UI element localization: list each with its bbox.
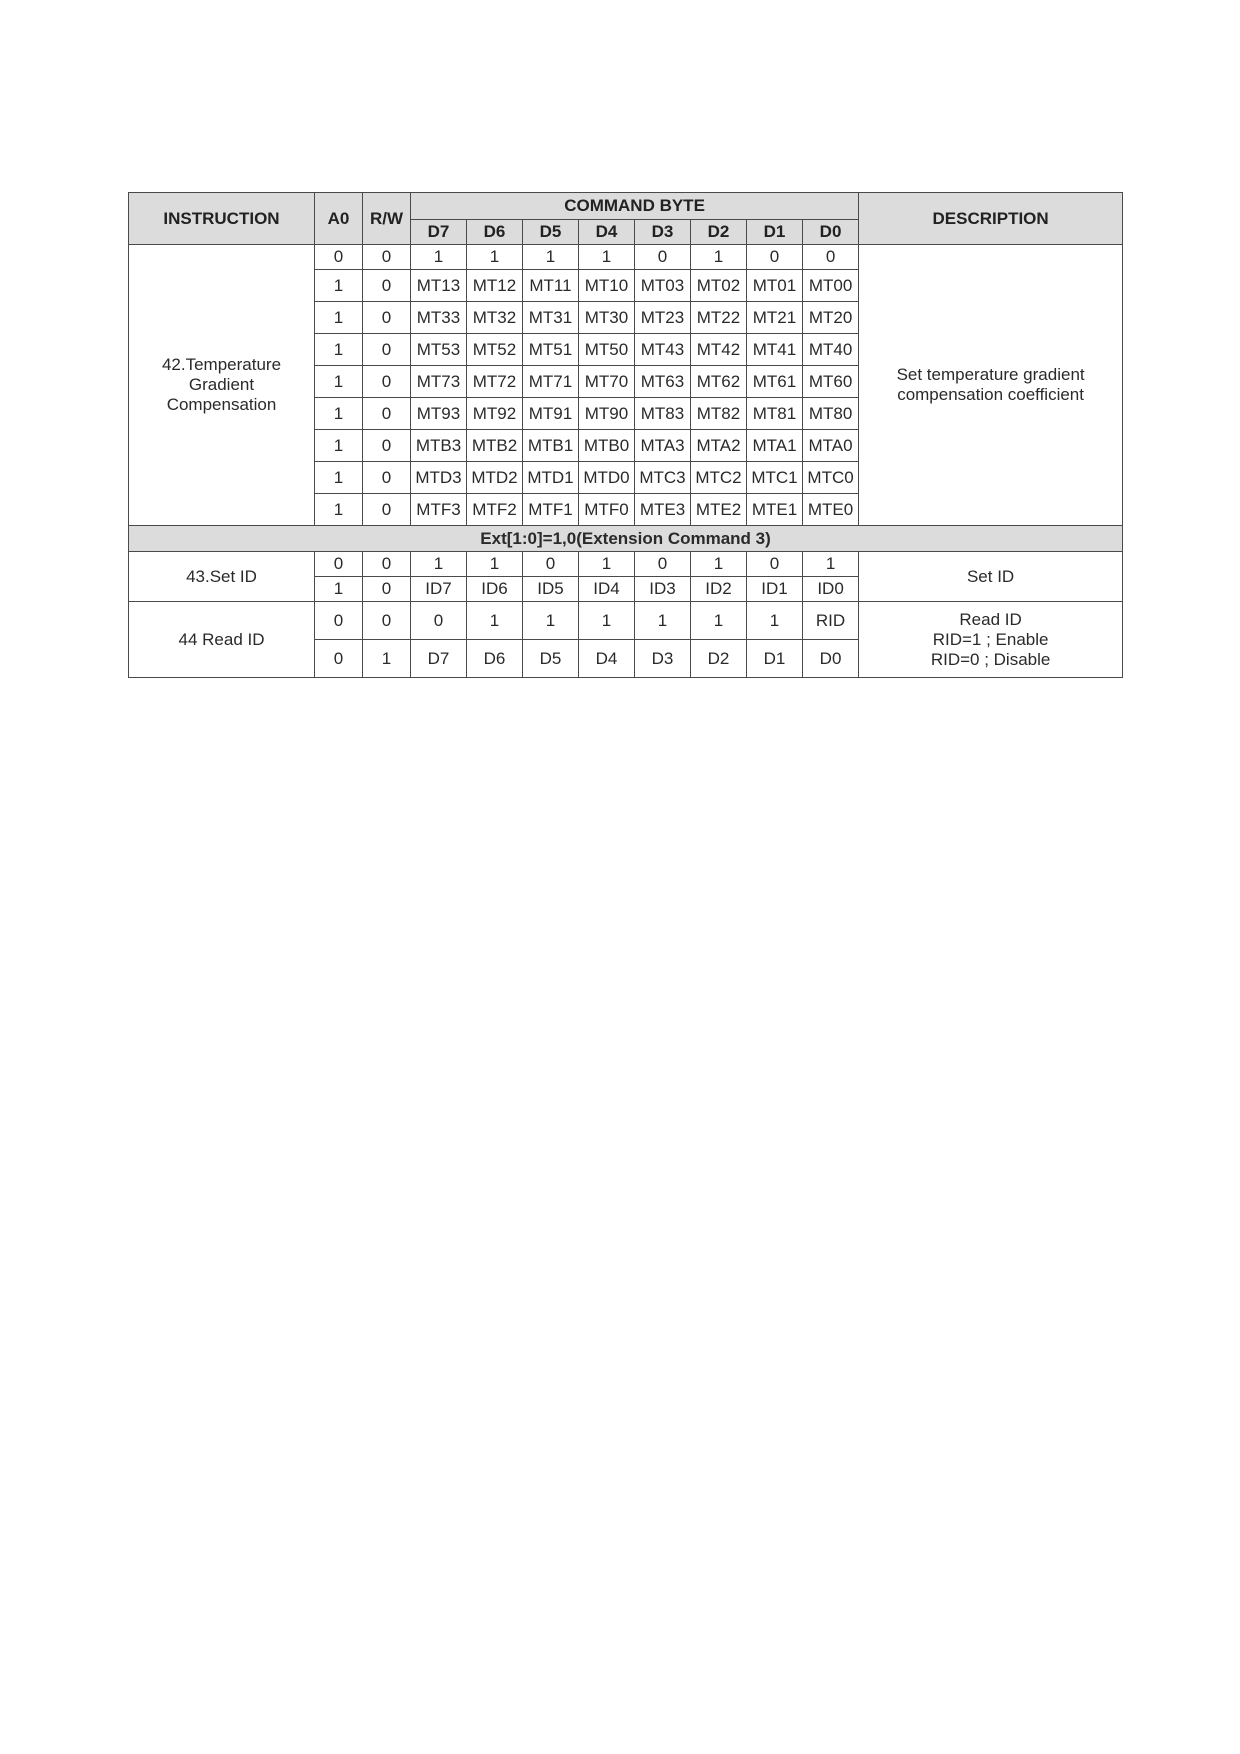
- description-42: [859, 245, 1123, 526]
- bit-cell: MT22: [691, 302, 747, 334]
- bit-cell: MT61: [747, 366, 803, 398]
- bit-cell: 0: [635, 552, 691, 577]
- bit-cell: 1: [691, 602, 747, 640]
- bit-cell: MTF0: [579, 494, 635, 526]
- rw-cell: 0: [363, 245, 411, 270]
- bit-cell: RID: [803, 602, 859, 640]
- instruction-44: 44 Read ID: [129, 602, 315, 678]
- section-row: [129, 526, 1123, 552]
- a0-cell: 1: [315, 462, 363, 494]
- bit-cell: MTE3: [635, 494, 691, 526]
- rw-cell: 0: [363, 577, 411, 602]
- bit-cell: D1: [747, 640, 803, 678]
- bit-cell: MT90: [579, 398, 635, 430]
- instruction-line: Compensation: [166, 395, 277, 414]
- bit-cell: MT10: [579, 270, 635, 302]
- bit-cell: MT71: [523, 366, 579, 398]
- bit-cell: MT01: [747, 270, 803, 302]
- bit-cell: MT81: [747, 398, 803, 430]
- bit-cell: MT42: [691, 334, 747, 366]
- bit-cell: MTD1: [523, 462, 579, 494]
- bit-cell: ID6: [467, 577, 523, 602]
- bit-cell: MT62: [691, 366, 747, 398]
- header-description: DESCRIPTION: [859, 193, 1123, 245]
- bit-cell: ID2: [691, 577, 747, 602]
- bit-cell: ID0: [803, 577, 859, 602]
- header-bit: D7: [411, 220, 467, 245]
- a0-cell: 1: [315, 577, 363, 602]
- bit-cell: ID7: [411, 577, 467, 602]
- bit-cell: MT70: [579, 366, 635, 398]
- bit-cell: MT60: [803, 366, 859, 398]
- bit-cell: MTC1: [747, 462, 803, 494]
- bit-cell: MTB2: [467, 430, 523, 462]
- bit-cell: MTD0: [579, 462, 635, 494]
- bit-cell: MTC0: [803, 462, 859, 494]
- bit-cell: MT82: [691, 398, 747, 430]
- bit-cell: D0: [803, 640, 859, 678]
- bit-cell: MTF3: [411, 494, 467, 526]
- bit-cell: MT20: [803, 302, 859, 334]
- section-label: Ext[1:0]=1,0(Extension Command 3): [129, 526, 1123, 552]
- header-instruction: INSTRUCTION: [129, 193, 315, 245]
- bit-cell: 1: [579, 602, 635, 640]
- rw-cell: 0: [363, 430, 411, 462]
- bit-cell: MTC2: [691, 462, 747, 494]
- bit-cell: MTE0: [803, 494, 859, 526]
- bit-cell: D4: [579, 640, 635, 678]
- bit-cell: MT33: [411, 302, 467, 334]
- bit-cell: 1: [467, 602, 523, 640]
- header-bit: D3: [635, 220, 691, 245]
- instruction-line: Gradient: [188, 375, 255, 394]
- header-bit: D4: [579, 220, 635, 245]
- bit-cell: MTE2: [691, 494, 747, 526]
- description-line: RID=0 ; Disable: [930, 649, 1051, 669]
- instruction-42: [129, 245, 315, 526]
- bit-cell: MT12: [467, 270, 523, 302]
- bit-cell: ID5: [523, 577, 579, 602]
- description-44: [859, 602, 1123, 678]
- bit-cell: MTD2: [467, 462, 523, 494]
- bit-cell: MT52: [467, 334, 523, 366]
- rw-cell: 0: [363, 270, 411, 302]
- bit-cell: D6: [467, 640, 523, 678]
- bit-cell: MTC3: [635, 462, 691, 494]
- bit-cell: 1: [411, 552, 467, 577]
- bit-cell: MT50: [579, 334, 635, 366]
- a0-cell: 0: [315, 552, 363, 577]
- bit-cell: 1: [691, 245, 747, 270]
- table-row: [129, 552, 1123, 577]
- header-rw: R/W: [363, 193, 411, 245]
- table-body: [129, 245, 1123, 678]
- bit-cell: MTB1: [523, 430, 579, 462]
- description-line: RID=1 ; Enable: [932, 629, 1049, 649]
- header-a0: A0: [315, 193, 363, 245]
- bit-cell: 0: [635, 245, 691, 270]
- bit-cell: 0: [411, 602, 467, 640]
- rw-cell: 0: [363, 302, 411, 334]
- bit-cell: MTB3: [411, 430, 467, 462]
- bit-cell: MT72: [467, 366, 523, 398]
- bit-cell: MT13: [411, 270, 467, 302]
- bit-cell: MT32: [467, 302, 523, 334]
- bit-cell: D5: [523, 640, 579, 678]
- bit-cell: MTE1: [747, 494, 803, 526]
- description-line: Read ID: [959, 609, 1022, 629]
- header-bit: D0: [803, 220, 859, 245]
- rw-cell: 0: [363, 494, 411, 526]
- a0-cell: 1: [315, 494, 363, 526]
- a0-cell: 0: [315, 640, 363, 678]
- header-bit: D5: [523, 220, 579, 245]
- bit-cell: 1: [523, 602, 579, 640]
- rw-cell: 0: [363, 552, 411, 577]
- bit-cell: MT53: [411, 334, 467, 366]
- bit-cell: MTF2: [467, 494, 523, 526]
- bit-cell: MT11: [523, 270, 579, 302]
- header-command-byte: COMMAND BYTE: [411, 193, 859, 220]
- bit-cell: MTD3: [411, 462, 467, 494]
- bit-cell: 1: [467, 552, 523, 577]
- a0-cell: 1: [315, 302, 363, 334]
- command-table: [128, 192, 1123, 678]
- bit-cell: MT40: [803, 334, 859, 366]
- bit-cell: MTA0: [803, 430, 859, 462]
- bit-cell: MT93: [411, 398, 467, 430]
- rw-cell: 1: [363, 640, 411, 678]
- rw-cell: 0: [363, 602, 411, 640]
- bit-cell: ID1: [747, 577, 803, 602]
- rw-cell: 0: [363, 462, 411, 494]
- bit-cell: MT30: [579, 302, 635, 334]
- a0-cell: 0: [315, 602, 363, 640]
- bit-cell: 1: [411, 245, 467, 270]
- a0-cell: 1: [315, 398, 363, 430]
- bit-cell: MT91: [523, 398, 579, 430]
- bit-cell: 1: [691, 552, 747, 577]
- bit-cell: MT41: [747, 334, 803, 366]
- table-row: [129, 245, 1123, 270]
- rw-cell: 0: [363, 366, 411, 398]
- bit-cell: 0: [747, 245, 803, 270]
- bit-cell: MT03: [635, 270, 691, 302]
- bit-cell: 1: [803, 552, 859, 577]
- bit-cell: MT80: [803, 398, 859, 430]
- a0-cell: 1: [315, 270, 363, 302]
- bit-cell: MT83: [635, 398, 691, 430]
- bit-cell: D7: [411, 640, 467, 678]
- header-bit: D6: [467, 220, 523, 245]
- instruction-43: 43.Set ID: [129, 552, 315, 602]
- bit-cell: 1: [579, 552, 635, 577]
- instruction-line: 42.Temperature: [161, 355, 282, 374]
- bit-cell: MTB0: [579, 430, 635, 462]
- rw-cell: 0: [363, 398, 411, 430]
- bit-cell: 1: [635, 602, 691, 640]
- bit-cell: MTA1: [747, 430, 803, 462]
- bit-cell: MTA3: [635, 430, 691, 462]
- description-line: Set temperature gradient: [896, 365, 1085, 384]
- bit-cell: MT73: [411, 366, 467, 398]
- description-43: Set ID: [859, 552, 1123, 602]
- header-bit: D2: [691, 220, 747, 245]
- bit-cell: MT00: [803, 270, 859, 302]
- bit-cell: MT31: [523, 302, 579, 334]
- bit-cell: ID4: [579, 577, 635, 602]
- bit-cell: MT92: [467, 398, 523, 430]
- a0-cell: 1: [315, 334, 363, 366]
- bit-cell: 1: [747, 602, 803, 640]
- table-header: [129, 193, 1123, 245]
- bit-cell: MT21: [747, 302, 803, 334]
- bit-cell: 0: [523, 552, 579, 577]
- bit-cell: MT63: [635, 366, 691, 398]
- bit-cell: 0: [803, 245, 859, 270]
- bit-cell: D2: [691, 640, 747, 678]
- bit-cell: MT23: [635, 302, 691, 334]
- bit-cell: 1: [467, 245, 523, 270]
- a0-cell: 0: [315, 245, 363, 270]
- description-line: compensation coefficient: [897, 385, 1084, 404]
- bit-cell: D3: [635, 640, 691, 678]
- bit-cell: MT51: [523, 334, 579, 366]
- a0-cell: 1: [315, 430, 363, 462]
- a0-cell: 1: [315, 366, 363, 398]
- bit-cell: 1: [579, 245, 635, 270]
- bit-cell: 0: [747, 552, 803, 577]
- rw-cell: 0: [363, 334, 411, 366]
- bit-cell: MT02: [691, 270, 747, 302]
- bit-cell: ID3: [635, 577, 691, 602]
- bit-cell: MTF1: [523, 494, 579, 526]
- bit-cell: 1: [523, 245, 579, 270]
- header-bit: D1: [747, 220, 803, 245]
- bit-cell: MT43: [635, 334, 691, 366]
- table-row: [129, 602, 1123, 640]
- bit-cell: MTA2: [691, 430, 747, 462]
